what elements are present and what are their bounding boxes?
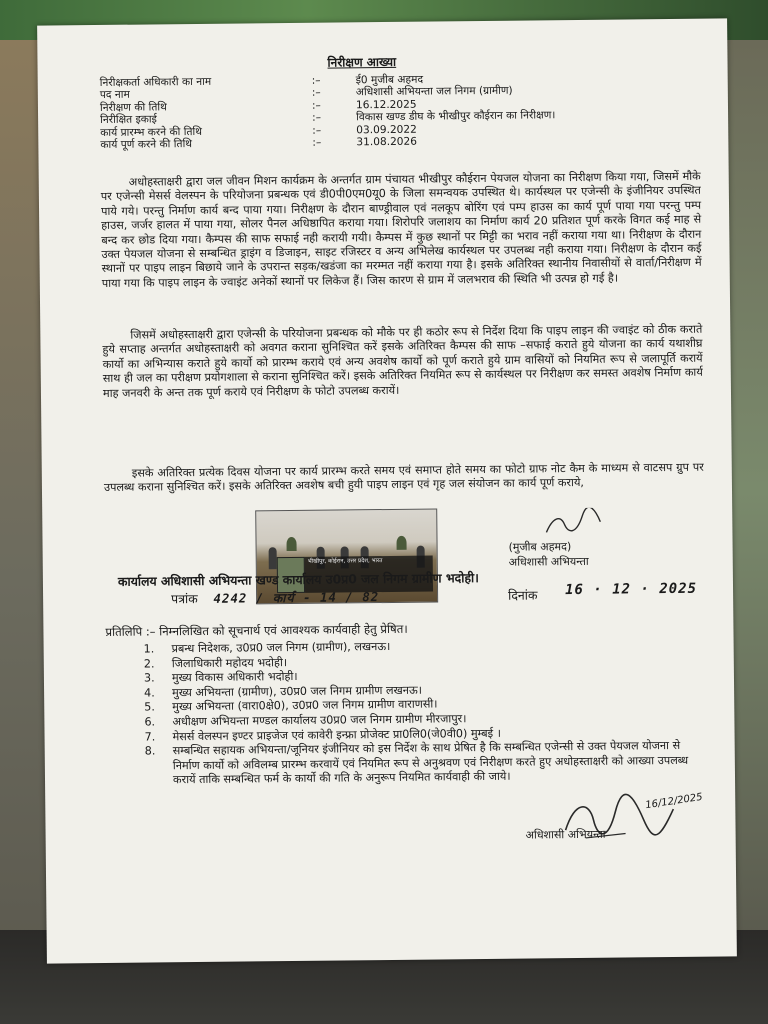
meta-value: 03.09.2022 [356, 123, 417, 136]
list-number: 7. [144, 730, 156, 744]
tree-shape [286, 537, 296, 551]
meta-label: पद नाम [99, 89, 130, 102]
list-text: मुख्य विकास अधिकारी भदोही। [171, 670, 298, 685]
paragraph-additional: इसके अतिरिक्त प्रत्येक दिवस योजना पर कार्य प्रारम्भ करते समय एवं समाप्त होते समय का फोटो ग्राफ नोट कैम के माध्यम से वाटसप ग्रुप पर उपलब्ध कराना सुनिश्चित करें। इसके अतिरिक्त अवशेष बची हुयी पाइप लाइन एवं गृह जल संयोजन का कार्य पूर्ण कराये, [103, 460, 704, 495]
list-text: अधीक्षण अभियन्ता मण्डल कार्यालय उ0प्र0 जल निगम ग्रामीण मीरजापुर। [172, 712, 467, 729]
copy-list [144, 637, 705, 789]
list-item [145, 739, 705, 789]
meta-value: 16.12.2025 [355, 98, 417, 112]
meta-label: कार्य प्रारम्भ करने की तिथि [100, 125, 203, 139]
inspection-report-page [37, 18, 737, 963]
meta-table [100, 71, 701, 152]
copy-heading: प्रतिलिपि :– निम्नलिखित को सूचनार्थ एवं आवश्यक कार्यवाही हेतु प्रेषित। [105, 621, 408, 639]
signature-scribble [542, 508, 602, 539]
person-shape [269, 547, 277, 569]
meta-separator: :– [311, 74, 321, 87]
paragraph-directions: जिसमें अधोहस्ताक्षरी द्वारा एजेन्सी के परियोजना प्रबन्धक को मौके पर ही कठोर रूप से निर्देश दिया कि पाइप लाइन की ज्वाइंट को ठीक कराते हुये सप्ताह अन्तर्गत अधोहस्ताक्षरी को अवगत कराना सुनिश्चित करें इसके अतिरिक्त कैम्पस की साफ –सफाई कराते हुये योजना का कार्य यथाशीघ्र कार्यो का अभिन्यास कराते हुये कार्यो को प्रारम्भ कराये एवं अन्य अवशेष कार्यो को पूर्ण कराते हुये ग्राम वासियों को नियमित रूप से जलापूर्ति करायें साथ ही जल का परीक्षण प्रयोगशाला से कराना सुनिश्चित करें। इसके अतिरिक्त नियमित रूप से कार्यस्थल पर निरीक्षण कर समस्त अवशेष निर्माण कार्य माह जनवरी के अन्त तक पूर्ण कराये एवं निरीक्षण के फोटो उपलब्ध करायें। [102, 322, 703, 400]
meta-separator: :– [312, 124, 322, 137]
list-number: 6. [144, 715, 156, 729]
date-value: 16 · 12 · 2025 [564, 580, 698, 599]
reference-line [171, 590, 379, 607]
list-number: 8. [144, 744, 156, 758]
list-text: जिलाधिकारी महोदय भदोही। [171, 655, 288, 670]
meta-value: अधिशासी अभियन्ता जल निगम (ग्रामीण) [355, 85, 513, 99]
list-number: 1. [143, 642, 155, 656]
tree-shape [396, 536, 406, 550]
office-line: कार्यालय अधिशासी अभियन्ता खण्ड कार्यालय उ0प्र0 जल निगम ग्रामीण भदोही। [117, 570, 479, 589]
meta-separator: :– [311, 99, 321, 112]
reference-number: 4242 / कार्य - 14 / 82 [213, 589, 380, 606]
meta-label: निरीक्षण की तिथि [99, 101, 167, 114]
meta-label: निरीक्षकर्ता अधिकारी का नाम [99, 75, 212, 89]
list-text: सम्बन्धित सहायक अभियन्ता/जूनियर इंजीनियर को इस निर्देश के साथ प्रेषित है कि सम्बन्धित एजेन्सी से उक्त पेयजल योजना से निर्माण कार्यो को अविलम्ब प्रारम्भ करवायें एवं नियमित रूप से अनुश्रवण एवं निरीक्षण करते हुए अधोहस्ताक्षरी को आख्या उपलब्ध करायें ताकि सम्बन्धित फर्म के कार्यो की गति के अनुरूप नियमित कार्यवाही की जाये। [172, 739, 689, 787]
document-title: निरीक्षण आख्या [327, 54, 397, 70]
signatory-designation-2: अधिशासी अभियन्ता [525, 827, 606, 842]
meta-separator: :– [311, 87, 321, 100]
meta-value: विकास खण्ड डीघ के भीखीपुर कौईरान का निरीक्षण। [356, 109, 556, 124]
list-text: प्रबन्ध निदेशक, उ0प्र0 जल निगम (ग्रामीण), लखनऊ। [171, 639, 391, 656]
list-text: मुख्य अभियन्ता (वारा0क्षे0), उ0प्र0 जल निगम ग्रामीण वाराणसी। [172, 697, 438, 714]
date-label: दिनांक [508, 587, 538, 603]
meta-separator: :– [312, 136, 322, 149]
list-number: 2. [143, 657, 155, 671]
paragraph-findings: अधोहस्ताक्षरी द्वारा जल जीवन मिशन कार्यक्रम के अन्तर्गत ग्राम पंचायत भीखीपुर कौईरान पेयजल योजना का निरीक्षण किया गया, जिसमें मौके पर एजेन्सी मेसर्स वेलस्पन के परियोजना प्रबन्धक एवं डी0पी0एम0यू0 के जिला समन्वयक उपस्थित थे। कार्यस्थल पर एजेन्सी के इंजीनियर उपस्थित पाये गये। परन्तु निर्माण कार्य बन्द पाया गया। निरीक्षण के दौरान बाण्ड्रीवाल एवं नलकूप बोरिंग एवं पम्प हाउस का कार्य पूर्ण पाया गया परन्तु पम्प हाउस, जर्जर हालत में पाया गया, सोलर पैनल अधिष्ठापित कराया गया। शिरोपरि जलाशय का निर्माण कार्य 20 प्रतिशत पूर्ण करके विगत कई माह से बन्द कर छोड दिया गया। कैम्पस की साफ सफाई नही करायी गयी। कैम्पस में कुछ स्थानों पर मिट्टी का भराव नहीं कराया गया था। निरीक्षण के दौरान उक्त पेयजल योजना से सम्बन्धित ड्राइंग व डिजाइन, साइट रजिस्टर व अन्य अभिलेख कार्यस्थल पर उपलब्ध नही कराया गया। निरीक्षण के दौरान कई स्थानों पर पाइप लाइन बिछाये जाने के उपरान्त सड़क/खडंजा का मरम्मत नहीं कराया गया है। इसके अतिरिक्त स्थानीय निवासीयों से वार्ता/निरीक्षण में पाया गया कि पाइप लाइन के ज्वाइंट अनेकों स्थानों पर लिकेज हैं। जिस कारण से ग्राम में जलभराव की स्थिति भी उत्पन्न हो गई है। [100, 169, 702, 290]
meta-label: निरीक्षित इकाई [100, 113, 157, 127]
list-text: मुख्य अभियन्ता (ग्रामीण), उ0प्र0 जल निगम ग्रामीण लखनऊ। [172, 683, 423, 700]
meta-separator: :– [312, 111, 322, 124]
meta-value: ई0 मुजीब अहमद [355, 73, 424, 87]
list-number: 3. [143, 671, 155, 685]
handwritten-date: 16/12/2025 [644, 791, 704, 812]
photo-geotag-overlay: भीखीपुर, कोईरान, उत्तर प्रदेश, भारत [305, 556, 433, 593]
meta-label: कार्य पूर्ण करने की तिथि [100, 137, 193, 151]
list-number: 4. [144, 686, 155, 700]
reference-label: पत्रांक [171, 590, 198, 607]
list-text: मेसर्स वेलस्पन इण्टर प्राइजेज एवं कावेरी इन्फ्रा प्रोजेक्ट प्रा0लि0(जे0वी0) मुम्बई । [172, 726, 501, 743]
list-number: 5. [144, 700, 156, 714]
signatory-designation: अधिशासी अभियन्ता [508, 554, 589, 569]
meta-value: 31.08.2026 [356, 135, 418, 149]
signatory-name: (मुजीब अहमद) [508, 540, 572, 554]
